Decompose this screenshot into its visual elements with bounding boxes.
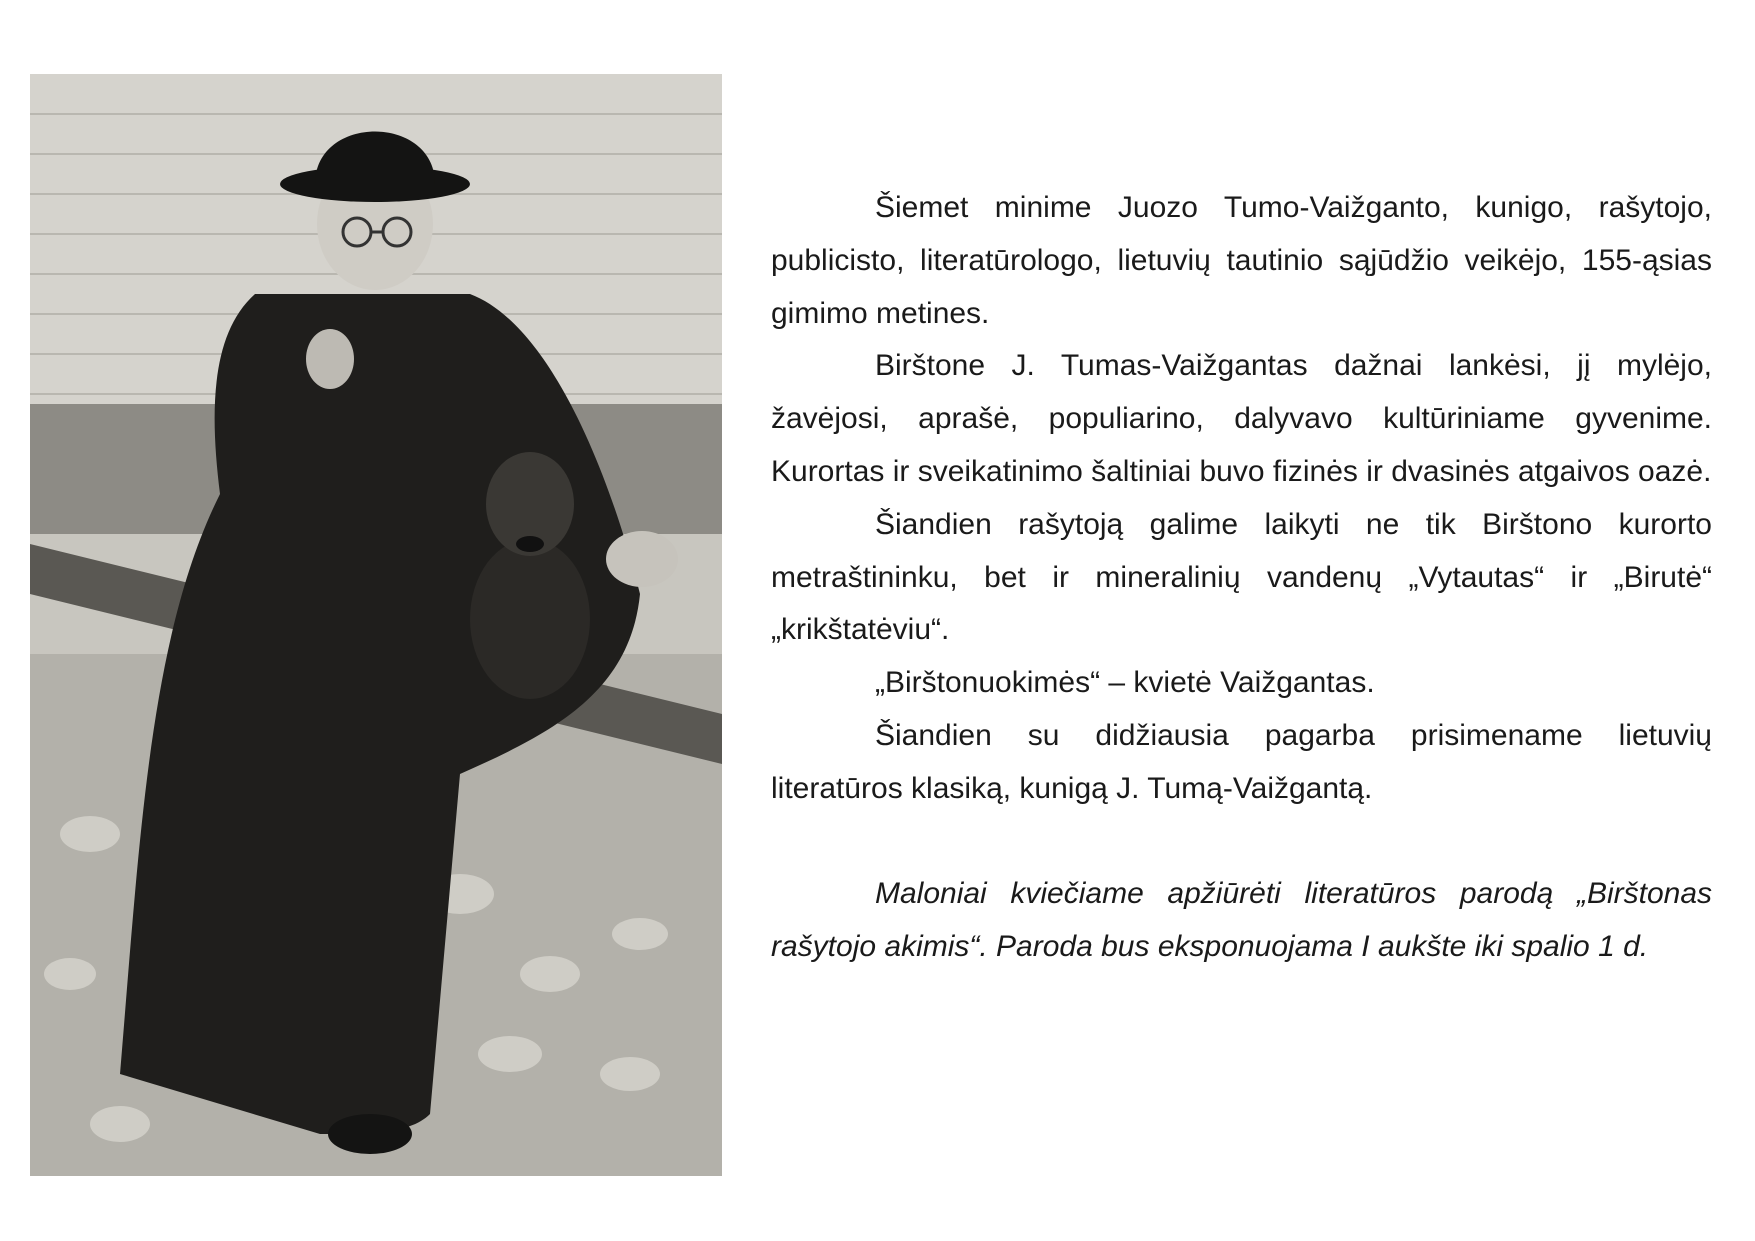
paragraph-intro: Šiemet minime Juozo Tumo-Vaižganto, kunigo, rašytojo, publicisto, literatūrologo, lietuvių tautinio sąjūdžio veikėjo, 155-ąsias gimimo metines. [771,191,1712,330]
portrait-photo [30,74,722,1176]
paragraph-quote: „Birštonuokimės“ – kvietė Vaižgantas. [875,666,1375,700]
paragraph-tribute: Šiandien su didžiausia pagarba prisimename lietuvių literatūros klasiką, kunigą J. Tumą-Vaižgantą. [771,718,1712,805]
paragraph-birstonas: Birštone J. Tumas-Vaižgantas dažnai lankėsi, jį mylėjo, žavėjosi, aprašė, populiarino, dalyvavo kultūriniame gyvenime. Kurortas ir sveikatinimo šaltiniai buvo fizinės ir dvasinės atgaivos oazė. [771,349,1712,488]
portrait-illustration [30,74,722,1176]
paragraph-spacer [771,816,1712,869]
article-text [771,182,1712,974]
paragraph-waters: Šiandien rašytoją galime laikyti ne tik Birštono kurorto metraštininku, bet ir mineralinių vandenų „Vytautas“ ir „Birutė“ „krikštatėviu“. [771,507,1712,647]
exhibition-invitation: Maloniai kviečiame apžiūrėti literatūros parodą „Birštonas rašytojo akimis“. Paroda bus eksponuojama I aukšte iki spalio 1 d. [771,877,1712,964]
